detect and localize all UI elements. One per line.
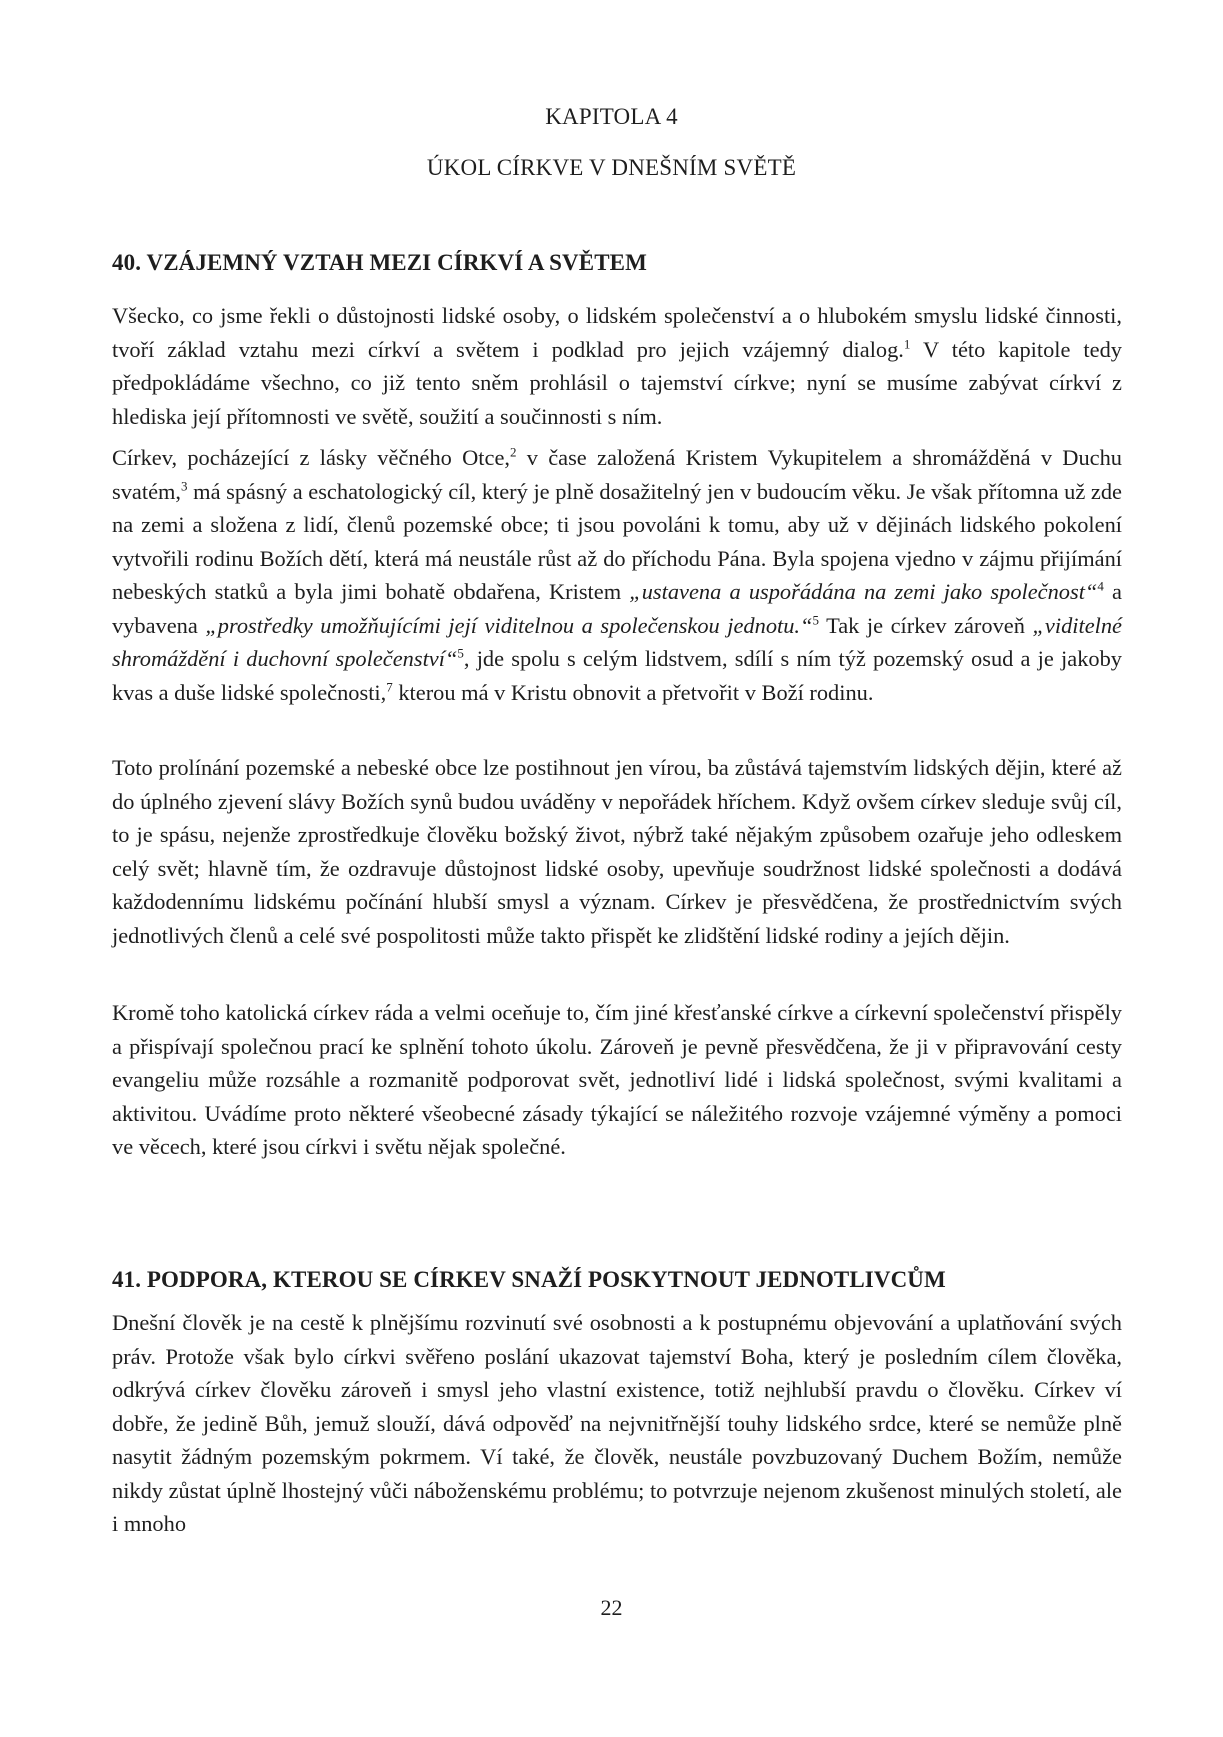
section-41-heading: 41. PODPORA, KTEROU SE CÍRKEV SNAŽÍ POSKYTNOUT JEDNOTLIVCŮM xyxy=(112,1267,946,1292)
footnote-ref: 4 xyxy=(1097,578,1104,594)
text-run: má spásný a eschatologický cíl, který je plně dosažitelný jen v budoucím věku. Je však přítomna už zde na zemi a složena z lidí, členů pozemské obce; ti jsou povoláni k tomu, aby už v dějinách lidského pokolení vytvořili rodinu Božích dětí, která má neustále růst až do příchodu Pána. Byla spojena vjedno v zájmu přijímání nebeských statků a byla jimi bohatě obdařena, Kristem xyxy=(112,478,1122,604)
italic-quote: „ustavena a uspořádána na zemi jako společnost“ xyxy=(629,579,1098,604)
section-40-paragraph-4 xyxy=(112,996,1122,1164)
footnote-ref: 5 xyxy=(457,645,464,661)
page-number: 22 xyxy=(600,1595,623,1620)
section-40-heading: 40. VZÁJEMNÝ VZTAH MEZI CÍRKVÍ A SVĚTEM xyxy=(112,250,647,275)
text-run: Tak je církev zároveň xyxy=(818,612,1033,638)
section-40-paragraph-2 xyxy=(112,441,1122,709)
footnote-ref: 1 xyxy=(903,336,911,352)
italic-quote: „prostředky umožňujícími její viditelnou a společenskou jednotu.“ xyxy=(205,612,813,638)
footnote-ref: 2 xyxy=(510,444,517,460)
paragraph-text: Dnešní člověk je na cestě k plnějšímu rozvinutí své osobnosti a k postupnému objevování a uplatňování svých práv. Protože však bylo církvi svěřeno poslání ukazovat tajemství Boha, který je posledním cílem člověka, odkrývá církev člověku zároveň i smysl jeho vlastní existence, totiž nejhlubší pravdu o člověku. Církev ví dobře, že jedině Bůh, jemuž slouží, dává odpověď na nejvnitřnější touhy lidského srdce, které se nemůže plně nasytit žádným pozemským pokrmem. Ví také, že člověk, neustále povzbuzovaný Duchem Božím, nemůže nikdy zůstat úplně lhostejný vůči náboženskému problému; to potvrzuje nejenom zkušenost minulých století, ale i mnoho xyxy=(112,1310,1122,1536)
footnote-ref: 7 xyxy=(386,679,393,695)
footnote-ref: 5 xyxy=(812,612,819,628)
italic-quote: „viditelné shromáždění i duchovní společenství“ xyxy=(112,612,1122,671)
text-run: V této kapitole tedy předpokládáme všechno, co již tento sněm prohlásil o tajemství církve; nyní se musíme zabývat církví z hlediska její přítomnosti ve světě, soužití a součinnosti s ním. xyxy=(112,336,1122,429)
text-run: v čase založená Kristem Vykupitelem a shromážděná v Duchu svatém, xyxy=(112,445,1122,504)
paragraph-text: Toto prolínání pozemské a nebeské obce lze postihnout jen vírou, ba zůstává tajemstvím lidských dějin, které až do úplného zjevení slávy Božích synů budou uváděny v nepořádek hříchem. Když ovšem církev sleduje svůj cíl, to je spásu, nejenže zprostředkuje člověku božský život, nýbrž také nějakým způsobem ozařuje jeho odleskem celý svět; hlavně tím, že ozdravuje důstojnost lidské osoby, upevňuje soudržnost lidské společnosti a dodává každodennímu lidskému počínání hlubší smysl a význam. Církev je přesvědčena, že prostřednictvím svých jednotlivých členů a celé své pospolitosti může takto přispět ke zlidštění lidské rodiny a jejích dějin. xyxy=(112,755,1122,948)
text-run: Všecko, co jsme řekli o důstojnosti lidské osoby, o lidském společenství a o hlubokém smyslu lidské činnosti, tvoří základ vztahu mezi církví a světem i podklad pro jejich vzájemný dialog. xyxy=(112,303,1122,362)
section-40-paragraph-1 xyxy=(112,299,1122,433)
section-40-paragraph-3 xyxy=(112,751,1122,952)
chapter-label: KAPITOLA 4 xyxy=(545,104,678,129)
footnote-ref: 3 xyxy=(181,478,188,494)
text-run: a vybavena xyxy=(112,579,1122,638)
chapter-title: ÚKOL CÍRKVE V DNEŠNÍM SVĚTĚ xyxy=(426,155,797,180)
paragraph-text: Kromě toho katolická církev ráda a velmi oceňuje to, čím jiné křesťanské církve a církevní společenství přispěly a přispívají společnou prací ke splnění tohoto úkolu. Zároveň je pevně přesvědčena, že ji v připravování cesty evangeliu může rozsáhle a rozmanitě podporovat svět, jednotliví lidé i lidská společnost, svými kvalitami a aktivitou. Uvádíme proto některé všeobecné zásady týkající se náležitého rozvoje vzájemné výměny a pomoci ve věcech, které jsou církvi i světu nějak společné. xyxy=(112,1000,1122,1159)
text-run: kterou má v Kristu obnovit a přetvořit v Boží rodinu. xyxy=(392,679,874,705)
text-run: , jde spolu s celým lidstvem, sdílí s ním týž pozemský osud a je jakoby kvas a duše lidské společnosti, xyxy=(112,646,1122,705)
text-run: Církev, pocházející z lásky věčného Otce, xyxy=(112,445,510,470)
section-41-paragraph-1 xyxy=(112,1306,1122,1541)
